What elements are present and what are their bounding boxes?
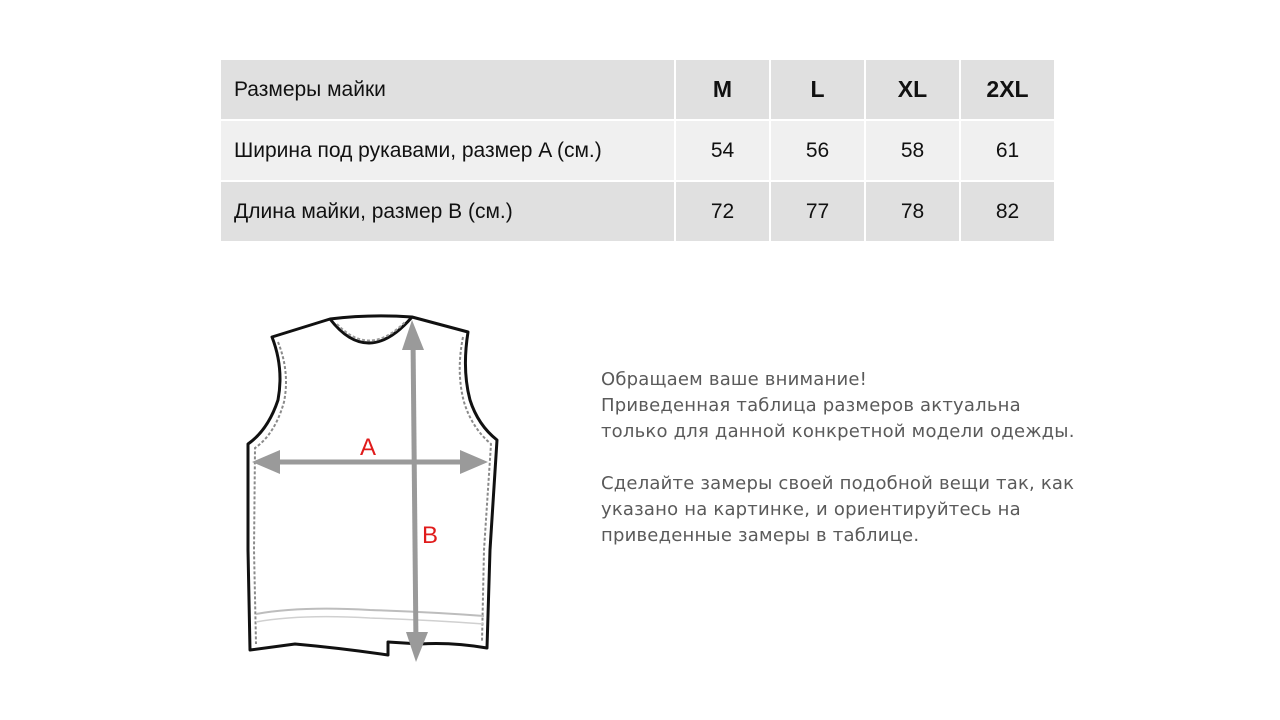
notice-line: Обращаем ваше внимание! xyxy=(601,369,868,390)
table-row-width xyxy=(221,120,1054,181)
notice-line: Сделайте замеры своей подобной вещи так, как xyxy=(601,473,1075,494)
diagram-label-b: B xyxy=(421,522,439,549)
diagram-label-a: A xyxy=(359,434,377,461)
width-value-xl: 58 xyxy=(865,120,960,181)
notice-line: приведенные замеры в таблице. xyxy=(601,525,920,546)
size-header-2xl: 2XL xyxy=(960,60,1054,120)
length-value-2xl: 82 xyxy=(960,181,1054,242)
length-value-xl: 78 xyxy=(865,181,960,242)
size-table xyxy=(221,60,1054,243)
notice-paragraph-1 xyxy=(601,367,1121,445)
length-value-l: 77 xyxy=(770,181,865,242)
notice-line: только для данной конкретной модели одежды. xyxy=(601,421,1075,442)
tank-top-diagram xyxy=(240,310,510,680)
length-value-m: 72 xyxy=(675,181,770,242)
table-header-row xyxy=(221,60,1054,120)
notice-text xyxy=(601,367,1121,575)
size-header-xl: XL xyxy=(865,60,960,120)
width-value-l: 56 xyxy=(770,120,865,181)
arrow-b-bottom-head xyxy=(406,632,428,662)
row-label-length: Длина майки, размер B (см.) xyxy=(221,181,675,242)
arrow-b-line xyxy=(413,338,416,646)
size-header-m: M xyxy=(675,60,770,120)
row-label-width: Ширина под рукавами, размер A (см.) xyxy=(221,120,675,181)
notice-line: указано на картинке, и ориентируйтесь на xyxy=(601,499,1021,520)
notice-line: Приведенная таблица размеров актуальна xyxy=(601,395,1021,416)
width-value-2xl: 61 xyxy=(960,120,1054,181)
notice-paragraph-2 xyxy=(601,471,1121,549)
size-header-l: L xyxy=(770,60,865,120)
tank-top-illustration xyxy=(240,310,510,680)
table-row-length xyxy=(221,181,1054,242)
width-value-m: 54 xyxy=(675,120,770,181)
table-header-label: Размеры майки xyxy=(221,60,675,120)
